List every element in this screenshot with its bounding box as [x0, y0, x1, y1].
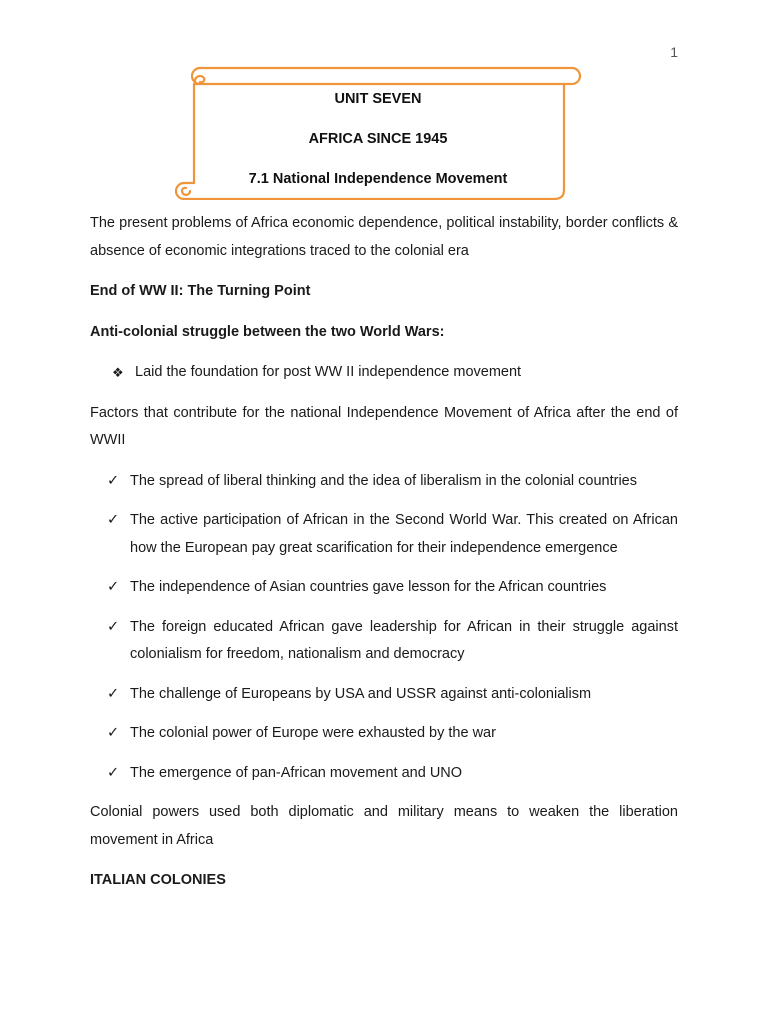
unit-subtitle: AFRICA SINCE 1945: [308, 131, 448, 147]
list-item: ✓ The challenge of Europeans by USA and USSR against anti-colonialism: [90, 681, 678, 709]
factors-list: [90, 468, 678, 788]
page-number: 1: [670, 44, 678, 60]
diamond-list: [90, 359, 678, 387]
diamond-bullet-icon: ❖: [112, 365, 124, 380]
checkmark-icon: ✓: [107, 618, 120, 635]
list-item: ❖ Laid the foundation for post WW II independence movement: [90, 359, 678, 387]
list-item: ✓ The foreign educated African gave leadership for African in their struggle against colonialism for freedom, nationalism and democracy: [90, 614, 678, 669]
heading-italian-colonies: ITALIAN COLONIES: [90, 872, 226, 888]
document-body: [90, 210, 678, 908]
list-item: ✓ The colonial power of Europe were exhausted by the war: [90, 720, 678, 748]
checkmark-icon: ✓: [107, 725, 120, 741]
checkmark-icon: ✓: [107, 472, 120, 489]
list-item: ✓ The independence of Asian countries gave lesson for the African countries: [90, 574, 678, 602]
unit-title: UNIT SEVEN: [334, 91, 422, 107]
title-scroll-banner: [174, 66, 582, 200]
checkmark-icon: ✓: [107, 579, 120, 595]
list-item: ✓ The active participation of African in the Second World War. This created on African how the European pay great scarification for their independence emergence: [90, 507, 678, 562]
checkmark-icon: ✓: [107, 764, 120, 781]
list-item: ✓ The emergence of pan-African movement and UNO: [90, 760, 678, 788]
checkmark-icon: ✓: [107, 512, 120, 528]
heading-anti-colonial: Anti-colonial struggle between the two World Wars:: [90, 323, 445, 340]
heading-turning-point: End of WW II: The Turning Point: [90, 283, 311, 299]
checkmark-icon: ✓: [107, 685, 120, 702]
list-item: ✓ The spread of liberal thinking and the idea of liberalism in the colonial countries: [90, 468, 678, 496]
factors-intro-paragraph: Factors that contribute for the national Independence Movement of Africa after the end of WWII: [90, 404, 678, 448]
colonial-powers-paragraph: Colonial powers used both diplomatic and military means to weaken the liberation movement in Africa: [90, 804, 678, 848]
section-title: 7.1 National Independence Movement: [248, 171, 508, 187]
intro-paragraph: The present problems of Africa economic dependence, political instability, border conflicts & absence of economic integrations traced to the colonial era: [90, 215, 678, 259]
